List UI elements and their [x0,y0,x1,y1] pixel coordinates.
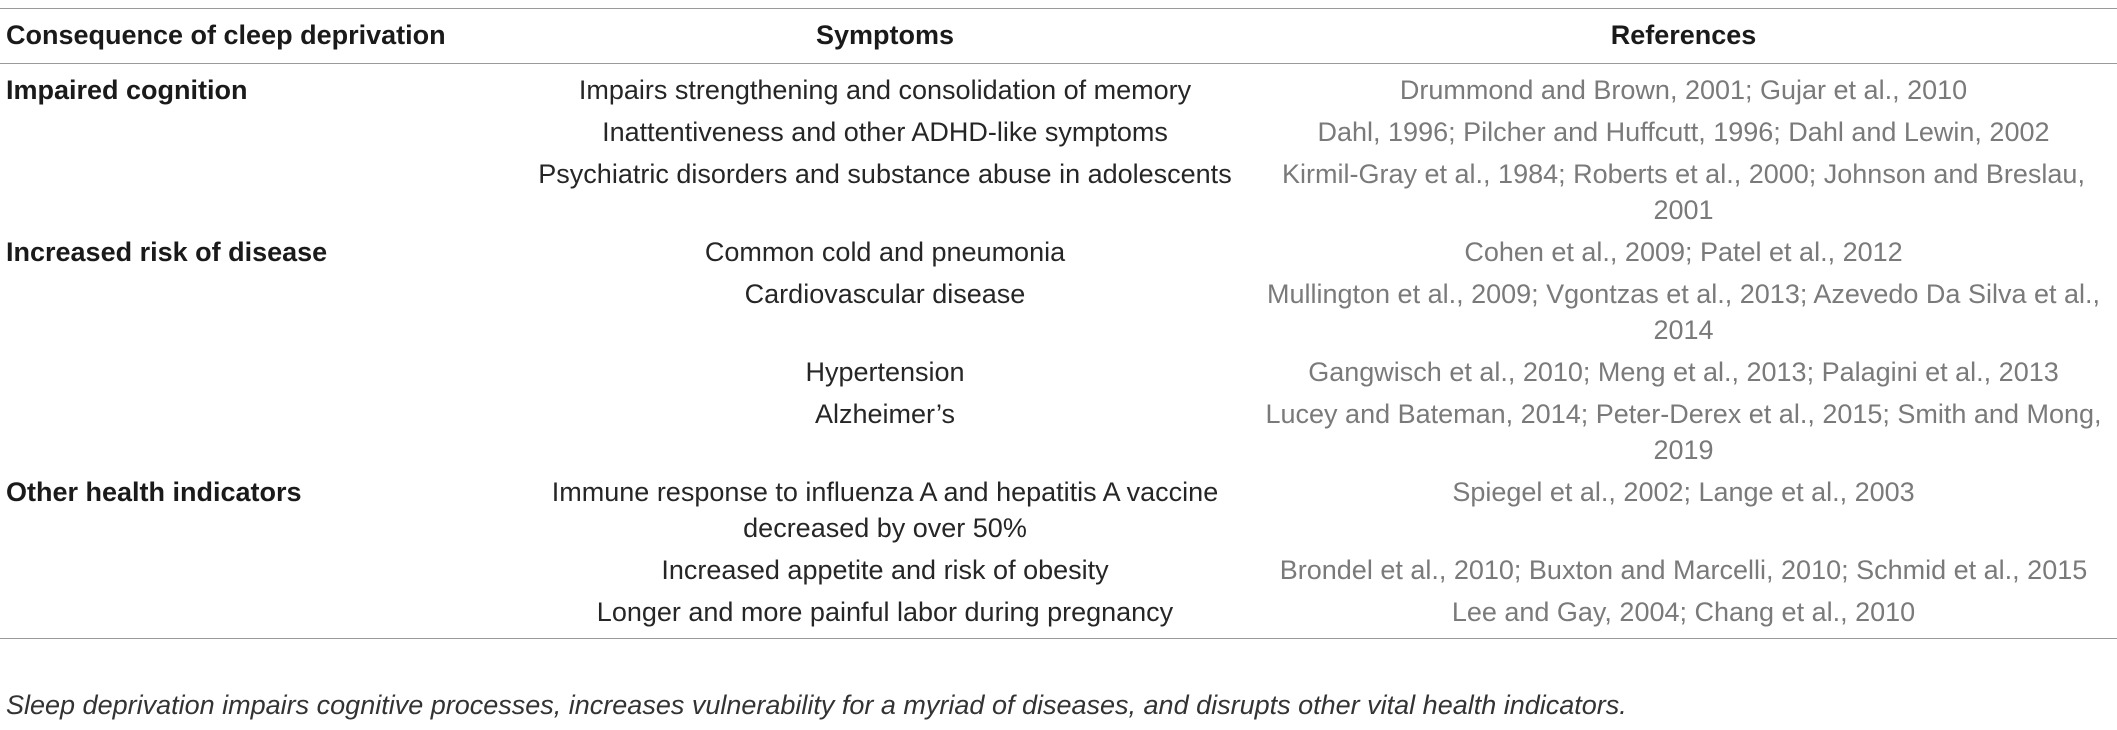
category-cell [0,393,520,471]
symptom-cell: Immune response to influenza A and hepatitis A vaccine decreased by over 50% [551,477,1219,543]
symptom-cell: Cardiovascular disease [744,279,1026,309]
references-cell: Lucey and Bateman, 2014; Peter-Derex et al., 2015; Smith and Mong, 2019 [1265,399,2102,465]
references-cell: Lee and Gay, 2004; Chang et al., 2010 [1250,591,2117,639]
symptom-cell: Common cold and pneumonia [704,237,1066,267]
table-row [0,111,2117,153]
table-row [0,351,2117,393]
header-symptoms: Symptoms [520,9,1250,64]
category-cell: Impaired cognition [6,75,248,105]
category-cell [0,111,520,153]
symptom-cell: Increased appetite and risk of obesity [661,555,1109,585]
references-cell: Spiegel et al., 2002; Lange et al., 2003 [1452,477,1915,507]
category-cell [0,351,520,393]
symptom-cell: Impairs strengthening and consolidation of memory [578,75,1192,105]
category-cell: Other health indicators [6,477,302,507]
table-row [0,549,2117,591]
table-row [0,591,2117,639]
table-caption: Sleep deprivation impairs cognitive processes, increases vulnerability for a myriad of diseases, and disrupts other vital health indicators. [6,690,1627,720]
table-row [0,273,2117,351]
table-row [0,471,2117,549]
sleep-deprivation-table [0,8,2117,639]
table-row [0,64,2117,112]
references-cell: Mullington et al., 2009; Vgontzas et al., 2013; Azevedo Da Silva et al., 2014 [1266,279,2101,345]
table-row [0,393,2117,471]
references-cell: Drummond and Brown, 2001; Gujar et al., 2010 [1399,75,1968,105]
references-cell: Kirmil-Gray et al., 1984; Roberts et al., 2000; Johnson and Breslau, 2001 [1282,159,2085,225]
category-cell [0,591,520,639]
category-cell [0,153,520,231]
symptom-cell: Psychiatric disorders and substance abuse in adolescents [538,159,1232,189]
symptom-cell: Longer and more painful labor during pregnancy [520,591,1250,639]
references-cell: Cohen et al., 2009; Patel et al., 2012 [1464,237,1903,267]
references-cell: Brondel et al., 2010; Buxton and Marcelli, 2010; Schmid et al., 2015 [1279,555,2088,585]
symptom-cell: Alzheimer’s [814,399,956,429]
table-row [0,153,2117,231]
header-references: References [1250,9,2117,64]
references-cell: Dahl, 1996; Pilcher and Huffcutt, 1996; Dahl and Lewin, 2002 [1317,117,2050,147]
header-consequence: Consequence of cleep deprivation [0,9,520,64]
table-body [0,64,2117,639]
category-cell [0,273,520,351]
header-row [0,9,2117,64]
symptom-cell: Hypertension [805,357,965,387]
references-cell: Gangwisch et al., 2010; Meng et al., 2013; Palagini et al., 2013 [1308,357,2059,387]
category-cell [0,549,520,591]
category-cell: Increased risk of disease [6,237,328,267]
symptom-cell: Inattentiveness and other ADHD-like symptoms [602,117,1168,147]
table-header [0,9,2117,64]
table-row [0,231,2117,273]
